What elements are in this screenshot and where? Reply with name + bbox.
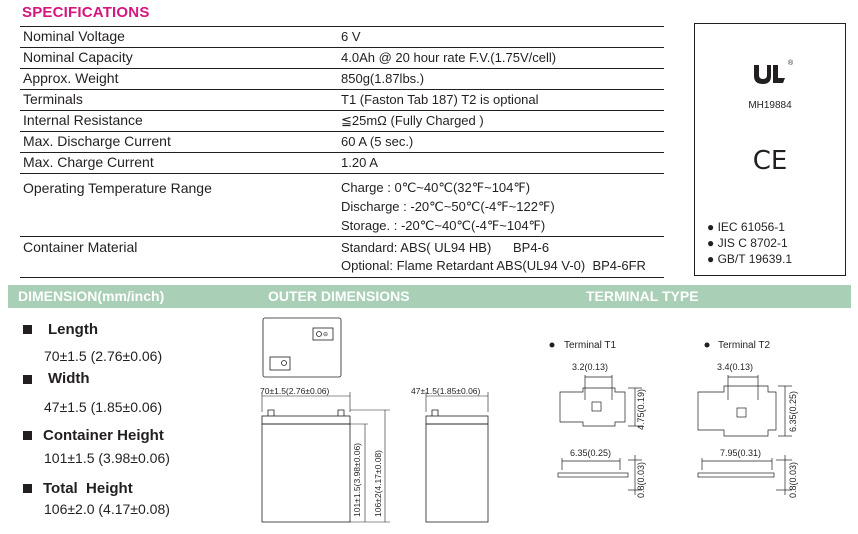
dimension-length-value: 70±1.5 (2.76±0.06)	[44, 348, 163, 364]
total-height-label: 106±2(4.17±0.08)	[373, 450, 383, 517]
bullet-square-icon	[23, 325, 32, 334]
t1-height-label: 4.75(0.19)	[636, 388, 646, 430]
dimension-total-height-label: Total Height	[43, 480, 133, 497]
side-width-label: 47±1.5(1.85±0.06)	[411, 386, 481, 396]
temperature-charge: Charge : 0℃~40℃(32℉~104℉)	[341, 180, 531, 195]
spec-value: 6 V	[341, 29, 361, 44]
terminal-t2-label: Terminal T2	[718, 340, 771, 351]
bullet-square-icon	[23, 484, 32, 493]
spec-label: Terminals	[23, 91, 83, 107]
terminal-t1-label: Terminal T1	[564, 340, 617, 351]
dimension-width-value: 47±1.5 (1.85±0.06)	[44, 399, 163, 415]
spec-label: Max. Charge Current	[23, 154, 154, 170]
container-height-label: 101±1.5(3.98±0.06)	[352, 442, 362, 517]
t1-tab-width-label: 3.2(0.13)	[572, 362, 609, 372]
spec-row-terminals	[20, 89, 664, 111]
spec-row-internal-resistance	[20, 110, 664, 132]
standards-list	[707, 220, 792, 268]
dimension-total-height-value: 106±2.0 (4.17±0.08)	[44, 501, 170, 517]
spec-value: 4.0Ah @ 20 hour rate F.V.(1.75V/cell)	[341, 50, 557, 65]
spec-value: 850g(1.87lbs.)	[341, 71, 425, 86]
spec-row-nominal-voltage	[20, 26, 664, 48]
spec-value: 60 A (5 sec.)	[341, 134, 414, 149]
spec-value: ≦25mΩ (Fully Charged )	[341, 113, 484, 128]
ul-recognized-mark-icon	[751, 60, 794, 86]
bullet-icon	[705, 343, 710, 348]
dimension-section-header	[8, 285, 851, 308]
t2-thickness-label: 0.8(0.03)	[788, 461, 798, 498]
t1-length-label: 6.35(0.25)	[570, 448, 612, 458]
temperature-storage: Storage. : -20℃~40℃(-4℉~104℉)	[341, 218, 546, 233]
standard-item: ● JIS C 8702-1	[707, 236, 788, 250]
t1-thickness-label: 0.8(0.03)	[636, 461, 646, 498]
ce-mark: CE	[752, 146, 788, 176]
dimension-title: DIMENSION(mm/inch)	[18, 288, 165, 304]
spec-label: Operating Temperature Range	[23, 180, 212, 196]
spec-row-max-discharge-current	[20, 131, 664, 153]
spec-row-max-charge-current	[20, 152, 664, 174]
terminal-t2-side-view	[698, 455, 792, 495]
terminal-type-title: TERMINAL TYPE	[586, 288, 699, 304]
spec-row-container-material	[20, 236, 664, 278]
bullet-icon	[550, 343, 555, 348]
spec-label: Internal Resistance	[23, 112, 143, 128]
terminal-t1-top-view	[560, 375, 642, 426]
terminal-type-drawings	[540, 330, 840, 505]
temperature-discharge: Discharge : -20℃~50℃(-4℉~122℉)	[341, 199, 555, 214]
spec-value: 1.20 A	[341, 155, 378, 170]
t2-tab-width-label: 3.4(0.13)	[717, 362, 754, 372]
front-width-label: 70±1.5(2.76±0.06)	[260, 386, 330, 396]
battery-front-view	[262, 410, 350, 522]
dimension-length-label: Length	[48, 321, 98, 338]
material-standard: Standard: ABS( UL94 HB) BP4-6	[341, 240, 550, 255]
standard-item: ● IEC 61056-1	[707, 220, 785, 234]
spec-label: Nominal Capacity	[23, 49, 133, 65]
bullet-square-icon	[23, 431, 32, 440]
spec-label: Container Material	[23, 239, 138, 255]
spec-label: Max. Discharge Current	[23, 133, 171, 149]
terminal-t2-top-view	[698, 375, 792, 436]
certifications-panel	[694, 23, 846, 276]
spec-label: Nominal Voltage	[23, 28, 125, 44]
ul-registered-mark: ®	[788, 60, 794, 67]
spec-row-nominal-capacity	[20, 47, 664, 69]
spec-label: Approx. Weight	[23, 70, 119, 86]
polarity-mark: ⊖	[323, 332, 329, 338]
spec-value: T1 (Faston Tab 187) T2 is optional	[341, 92, 539, 107]
t2-length-label: 7.95(0.31)	[720, 448, 762, 458]
bullet-square-icon	[23, 375, 32, 384]
dimension-container-height-label: Container Height	[43, 427, 164, 444]
standard-item: ● GB/T 19639.1	[707, 252, 793, 266]
outer-dimensions-drawing	[250, 312, 520, 527]
spec-row-operating-temperature	[20, 173, 664, 237]
spec-row-approx-weight	[20, 68, 664, 90]
specifications-title: SPECIFICATIONS	[22, 4, 150, 21]
ul-file-number: MH19884	[748, 100, 792, 111]
dimension-container-height-value: 101±1.5 (3.98±0.06)	[44, 450, 170, 466]
t2-height-label: 6.35(0.25)	[788, 390, 798, 432]
outer-dimensions-title: OUTER DIMENSIONS	[268, 288, 410, 304]
terminal-t1-side-view	[558, 455, 642, 495]
battery-side-view	[426, 410, 488, 522]
battery-top-view	[263, 318, 341, 377]
dimension-width-label: Width	[48, 370, 90, 387]
material-optional: Optional: Flame Retardant ABS(UL94 V-0) BP4-6FR	[341, 258, 646, 273]
